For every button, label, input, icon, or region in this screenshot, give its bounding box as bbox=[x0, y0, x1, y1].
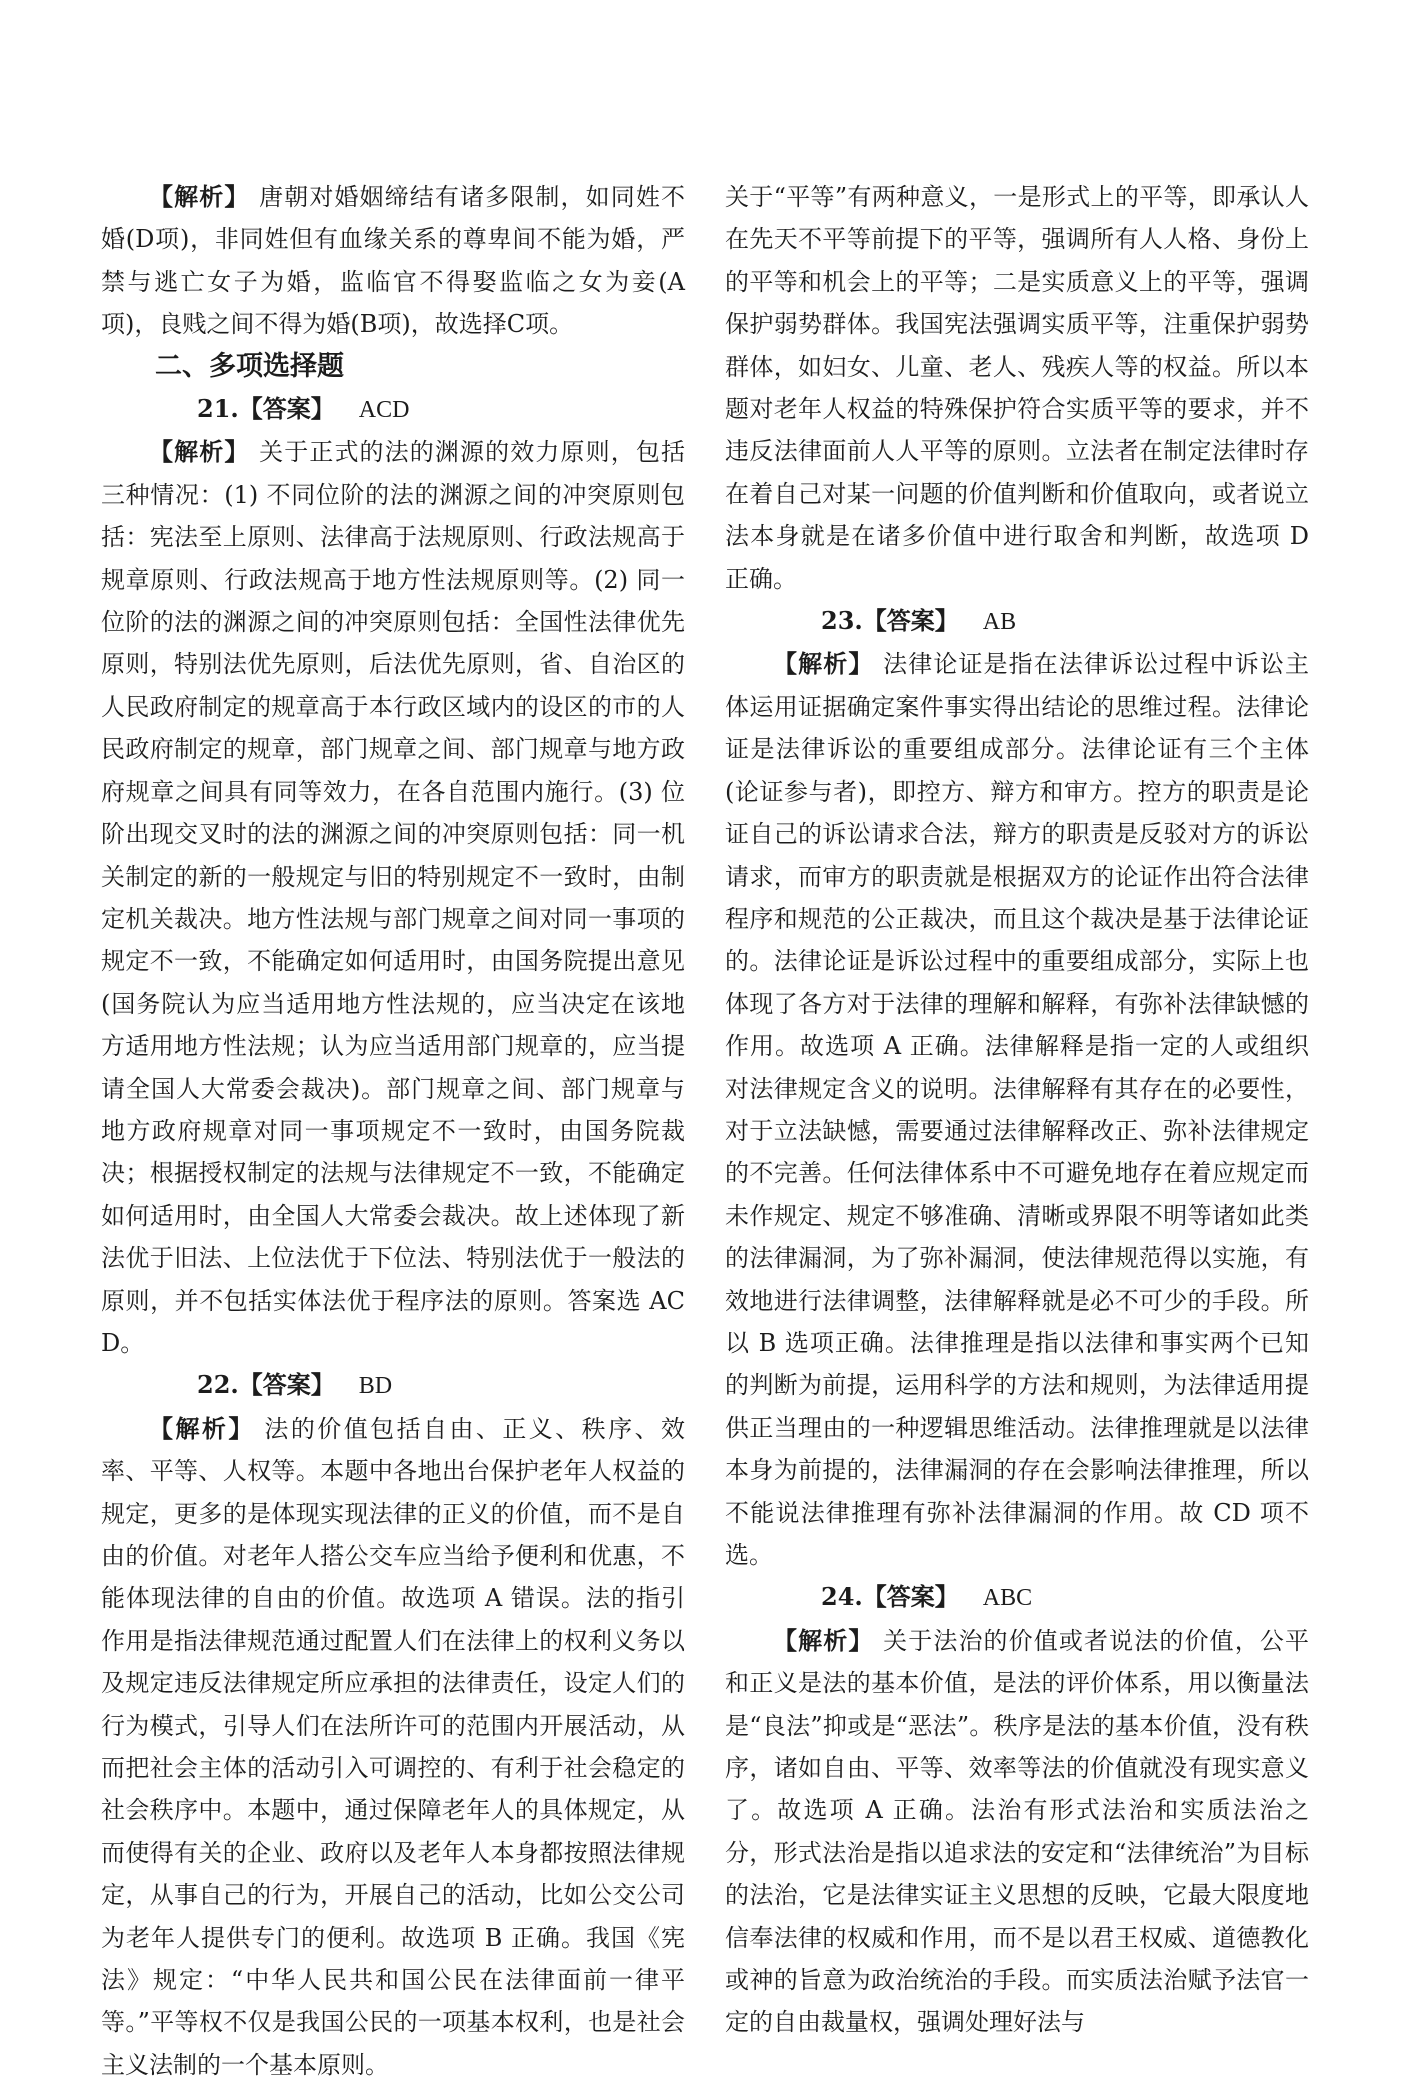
q22-answer-value: BD bbox=[358, 1373, 393, 1400]
q24-answer-line bbox=[725, 1576, 1309, 1619]
analysis-tag: 【解析】 bbox=[773, 650, 874, 679]
q20-analysis-paragraph bbox=[101, 176, 685, 346]
q22-analysis-continued: 关于“平等”有两种意义，一是形式上的平等，即承认人在先天不平等前提下的平等，强调所有人人格、身份上的平等和机会上的平等；二是实质意义上的平等，强调保护弱势群体。我国宪法强调实质平等，注重保护弱势群体，如妇女、儿童、老人、残疾人等的权益。所以本题对老年人权益的特殊保护符合实质平等的要求，并不违反法律面前人人平等的原则。立法者在制定法律时存在着自己对某一问题的价值判断和价值取向，或者说立法本身就是在诸多价值中进行取舍和判断，故选项 D 正确。 bbox=[725, 183, 1309, 593]
q22-answer-label: 22.【答案】 bbox=[197, 1370, 335, 1400]
q22-analysis-paragraph bbox=[101, 1408, 685, 2086]
analysis-tag: 【解析】 bbox=[149, 183, 250, 211]
section-title-multiple-choice: 二、多项选择题 bbox=[155, 350, 344, 382]
q21-analysis-paragraph bbox=[101, 431, 685, 1364]
q23-analysis-paragraph bbox=[725, 643, 1309, 1576]
q24-answer-label: 24.【答案】 bbox=[821, 1582, 959, 1612]
q21-answer-line bbox=[101, 388, 685, 431]
q21-answer-label: 21.【答案】 bbox=[197, 394, 335, 424]
q23-answer-line bbox=[725, 600, 1309, 643]
analysis-tag: 【解析】 bbox=[149, 1414, 255, 1443]
q21-analysis-text: 关于正式的法的渊源的效力原则，包括三种情况：(1) 不同位阶的法的渊源之间的冲突原则包括：宪法至上原则、法律高于法规原则、行政法规高于规章原则、行政法规高于地方性法规原则等。(2) 同一位阶的法的渊源之间的冲突原则包括：全国性法律优先原则，特别法优先原则，后法优先原则，省、自治区的人民政府制定的规章高于本行政区域内的设区的市的人民政府制定的规章，部门规章之间、部门规章与地方政府规章之间具有同等效力，在各自范围内施行。(3) 位阶出现交叉时的法的渊源之间的冲突原则包括：同一机关制定的新的一般规定与旧的特别规定不一致时，由制定机关裁决。地方性法规与部门规章之间对同一事项的规定不一致，不能确定如何适用时，由国务院提出意见(国务院认为应当适用地方性法规的，应当决定在该地方适用地方性法规；认为应当适用部门规章的，应当提请全国人大常委会裁决)。部门规章之间、部门规章与地方政府规章对同一事项规定不一致时，由国务院裁决；根据授权制定的法规与法律规定不一致，不能确定如何适用时，由全国人大常委会裁决。故上述体现了新法优于旧法、上位法优于下位法、特别法优于一般法的原则，并不包括实体法优于程序法的原则。答案选 ACD。 bbox=[101, 438, 686, 1357]
q23-answer-value: AB bbox=[982, 609, 1017, 636]
q21-answer-value: ACD bbox=[358, 397, 410, 424]
q23-answer-label: 23.【答案】 bbox=[821, 606, 959, 636]
q23-analysis-text: 法律论证是指在法律诉讼过程中诉讼主体运用证据确定案件事实得出结论的思维过程。法律论证是法律诉讼的重要组成部分。法律论证有三个主体(论证参与者)，即控方、辩方和审方。控方的职责是论证自己的诉讼请求合法，辩方的职责是反驳对方的诉讼请求，而审方的职责就是根据双方的论证作出符合法律程序和规范的公正裁决，而且这个裁决是基于法律论证的。法律论证是诉讼过程中的重要组成部分，实际上也体现了各方对于法律的理解和解释，有弥补法律缺憾的作用。故选项 A 正确。法律解释是指一定的人或组织对法律规定含义的说明。法律解释有其存在的必要性，对于立法缺憾，需要通过法律解释改正、弥补法律规定的不完善。任何法律体系中不可避免地存在着应规定而未作规定、规定不够准确、清晰或界限不明等诸如此类的法律漏洞，为了弥补漏洞，使法律规范得以实施，有效地进行法律调整，法律解释就是必不可少的手段。所以 B 选项正确。法律推理是指以法律和事实两个已知的判断为前提，运用科学的方法和规则，为法律适用提供正当理由的一种逻辑思维活动。法律推理就是以法律本身为前提的，法律漏洞的存在会影响法律推理，所以不能说法律推理有弥补法律漏洞的作用。故 CD 项不选。 bbox=[725, 650, 1310, 1569]
q24-answer-value: ABC bbox=[982, 1585, 1033, 1612]
q24-analysis-text: 关于法治的价值或者说法的价值，公平和正义是法的基本价值，是法的评价体系，用以衡量法是“良法”抑或是“恶法”。秩序是法的基本价值，没有秩序，诸如自由、平等、效率等法的价值就没有现实意义了。故选项 A 正确。法治有形式法治和实质法治之分，形式法治是指以追求法的安定和“法律统治”为目标的法治，它是法律实证主义思想的反映，它最大限度地信奉法律的权威和作用，而不是以君王权威、道德教化或神的旨意为政治统治的手段。而实质法治赋予法官一定的自由裁量权，强调处理好法与 bbox=[725, 1626, 1310, 2037]
q24-analysis-paragraph bbox=[725, 1620, 1309, 2044]
q22-answer-line bbox=[101, 1364, 685, 1407]
analysis-tag: 【解析】 bbox=[149, 438, 250, 467]
q20-analysis-text: 唐朝对婚姻缔结有诸多限制，如同姓不婚(D项)，非同姓但有血缘关系的尊卑间不能为婚，严禁与逃亡女子为婚，监临官不得娶监临之女为妾(A项)，良贱之间不得为婚(B项)，故选择C项。 bbox=[101, 183, 686, 339]
left-column bbox=[101, 176, 685, 2086]
right-column bbox=[725, 176, 1309, 2044]
q22-analysis-text: 法的价值包括自由、正义、秩序、效率、平等、人权等。本题中各地出台保护老年人权益的规定，更多的是体现实现法律的正义的价值，而不是自由的价值。对老年人搭公交车应当给予便利和优惠，不能体现法律的自由的价值。故选项 A 错误。法的指引作用是指法律规范通过配置人们在法律上的权利义务以及规定违反法律规定所应承担的法律责任，设定人们的行为模式，引导人们在法所许可的范围内开展活动，从而把社会主体的活动引入可调控的、有利于社会稳定的社会秩序中。本题中，通过保障老年人的具体规定，从而使得有关的企业、政府以及老年人本身都按照法律规定，从事自己的行为，开展自己的活动，比如公交公司为老年人提供专门的便利。故选项 B 正确。我国《宪法》规定：“中华人民共和国公民在法律面前一律平等。”平等权不仅是我国公民的一项基本权利，也是社会主义法制的一个基本原则。 bbox=[101, 1414, 686, 2079]
analysis-tag: 【解析】 bbox=[773, 1626, 874, 1655]
